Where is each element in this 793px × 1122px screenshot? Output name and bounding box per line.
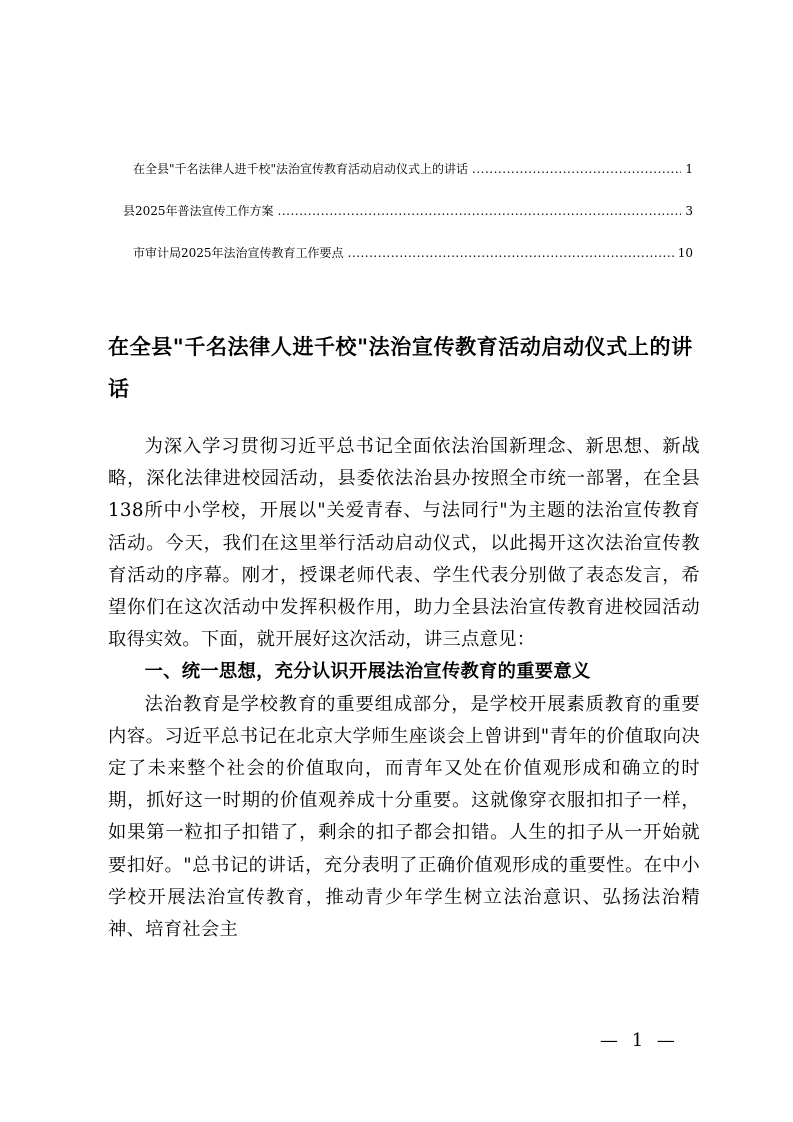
toc-entry-page: 3: [685, 204, 693, 218]
toc-leader-dots: [472, 162, 681, 176]
body-paragraph: 法治教育是学校教育的重要组成部分，是学校开展素质教育的重要内容。习近平总书记在北京大学师生座谈会上曾讲到"青年的价值取向决定了未来整个社会的价值取向，而青年又处在价值观形成和确立的时期，抓好这一时期的价值观养成十分重要。这就像穿衣服扣扣子一样，如果第一粒扣子扣错了，剩余的扣子都会扣错。人生的扣子从一开始就要扣好。"总书记的讲话，充分表明了正确价值观形成的重要性。在中小学校开展法治宣传教育，推动青少年学生树立法治意识、弘扬法治精神、培育社会主: [108, 693, 700, 941]
toc-entry-page: 10: [677, 246, 693, 260]
page-number: — 1 —: [600, 1030, 679, 1051]
toc-entry[interactable]: [123, 202, 693, 217]
table-of-contents: [123, 160, 693, 286]
toc-entry-title: 市审计局2025年法治宣传教育工作要点: [133, 246, 344, 260]
section-heading: 一、统一思想，充分认识开展法治宣传教育的重要意义: [144, 661, 591, 683]
document-body: [108, 431, 700, 946]
toc-leader-dots: [348, 246, 674, 260]
document-title: 在全县"千名法律人进千校"法治宣传教育活动启动仪式上的讲话: [108, 335, 693, 401]
toc-entry[interactable]: [133, 160, 693, 175]
toc-entry[interactable]: [133, 244, 693, 259]
body-paragraph: 为深入学习贯彻习近平总书记全面依法治国新理念、新思想、新战略，深化法律进校园活动，县委依法治县办按照全市统一部署，在全县138所中小学校，开展以"关爱青春、与法同行"为主题的法治宣传教育活动。今天，我们在这里举行活动启动仪式，以此揭开这次法治宣传教育活动的序幕。刚才，授课老师代表、学生代表分别做了表态发言，希望你们在这次活动中发挥积极作用，助力全县法治宣传教育进校园活动取得实效。下面，就开展好这次活动，讲三点意见：: [108, 436, 700, 651]
toc-entry-page: 1: [685, 162, 693, 176]
toc-entry-title: 县2025年普法宣传工作方案: [123, 204, 274, 218]
toc-entry-title: 在全县"千名法律人进千校"法治宣传教育活动启动仪式上的讲话: [133, 162, 469, 176]
toc-leader-dots: [278, 204, 682, 218]
